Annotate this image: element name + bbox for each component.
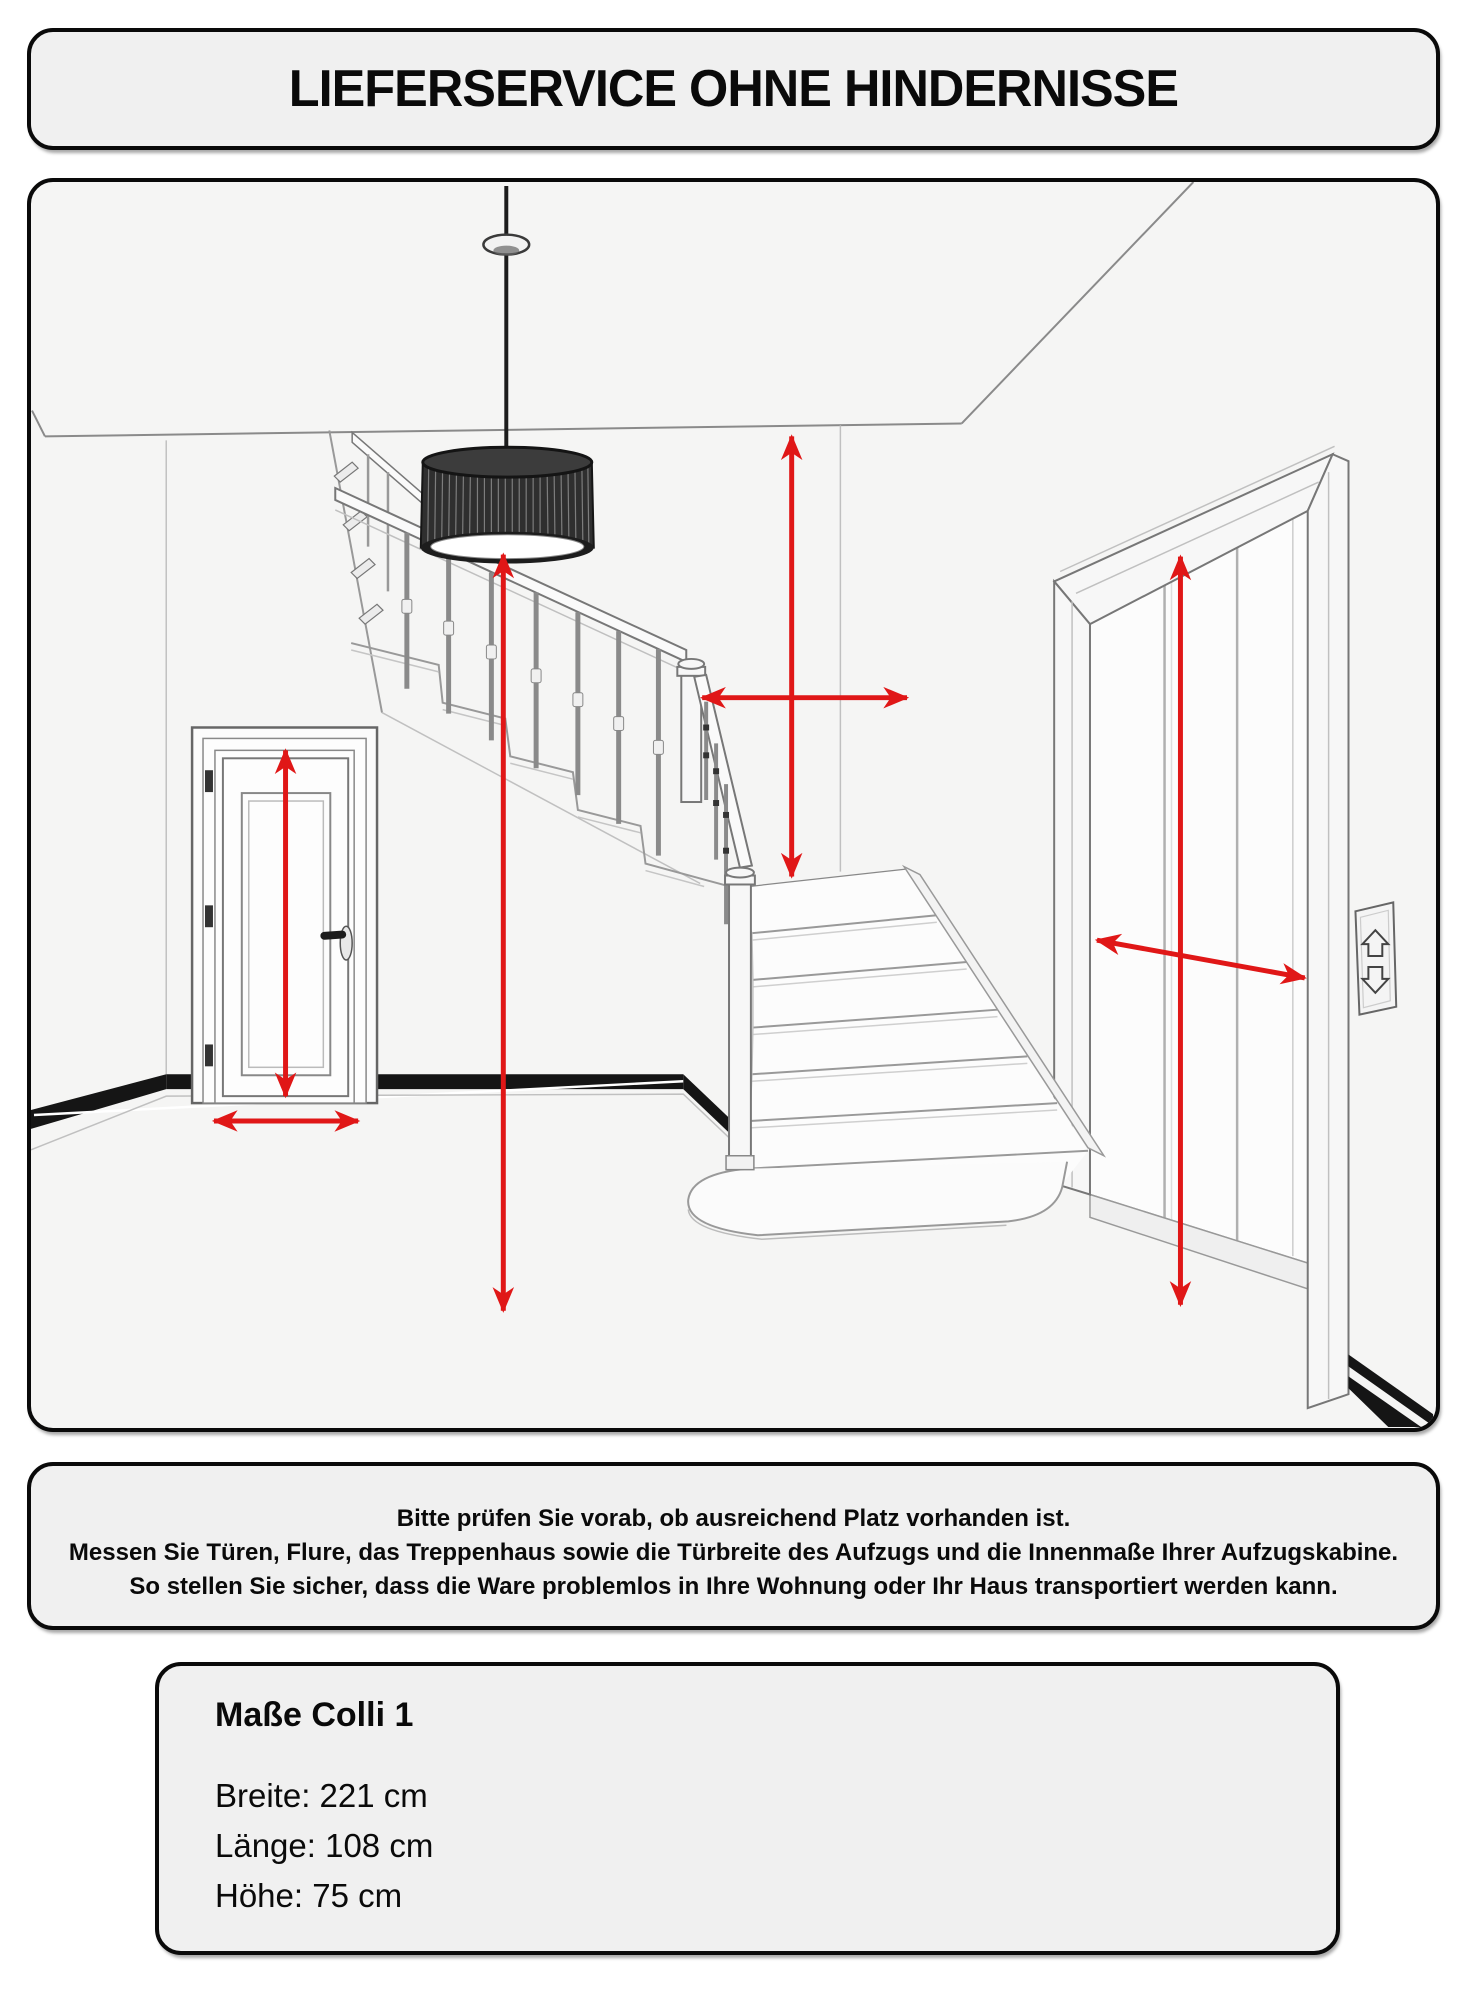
lamp-shade-top [423, 447, 592, 477]
ceiling-line-back-wall [45, 423, 962, 436]
page-title: LIEFERSERVICE OHNE HINDERNISSE [288, 60, 1179, 118]
door-hinge-bottom [205, 1044, 213, 1066]
baluster [444, 553, 454, 714]
bullnose-step [688, 1162, 1067, 1236]
dimension-length: Länge: 108 cm [215, 1827, 434, 1864]
baluster [653, 649, 663, 856]
hallway-scene [31, 182, 1436, 1428]
hallway-illustration [27, 178, 1440, 1432]
lower-newel-post [725, 868, 755, 1170]
pendant-lamp [421, 186, 594, 564]
elevator-call-panel [1355, 902, 1396, 1014]
ceiling-line-right-wall [962, 182, 1194, 423]
baluster [573, 612, 583, 795]
baluster [614, 631, 624, 824]
note-line-2: Messen Sie Türen, Flure, das Treppenhaus sowie die Türbreite des Aufzugs und die Innenmaße Ihrer Aufzugskabine. [68, 1539, 1399, 1566]
dimension-height: Höhe: 75 cm [215, 1877, 403, 1914]
package-title: Maße Colli 1 [215, 1696, 414, 1734]
note-line-3: So stellen Sie sicher, dass die Ware problemlos in Ihre Wohnung oder Ihr Haus transportiert werden kann. [129, 1573, 1338, 1600]
elevator-opening [1090, 511, 1308, 1263]
upper-level-handrail [352, 432, 429, 509]
baseboard-left-wall [31, 1074, 166, 1129]
lower-flight-handrail [694, 675, 752, 868]
door-hinge-top [205, 770, 213, 792]
ceiling-corner-left [32, 411, 45, 437]
package-dimension-list [215, 1771, 1336, 1921]
door-hinge-middle [205, 905, 213, 927]
dimension-width: Breite: 221 cm [215, 1777, 428, 1814]
package-dimensions-card [155, 1662, 1340, 1955]
note-line-1: Bitte prüfen Sie vorab, ob ausreichend Platz vorhanden ist. [396, 1505, 1071, 1532]
upper-stair-noses [334, 462, 383, 624]
upper-step-noses [351, 650, 704, 886]
upper-stringer-bottom [382, 713, 700, 884]
measuring-note [27, 1462, 1440, 1630]
header-banner [27, 28, 1440, 150]
elevator [998, 446, 1433, 1427]
lamp-canopy-shadow [493, 246, 519, 256]
baluster [531, 592, 541, 768]
lamp-diffuser [431, 535, 584, 559]
floor-junction-line [31, 1094, 746, 1154]
